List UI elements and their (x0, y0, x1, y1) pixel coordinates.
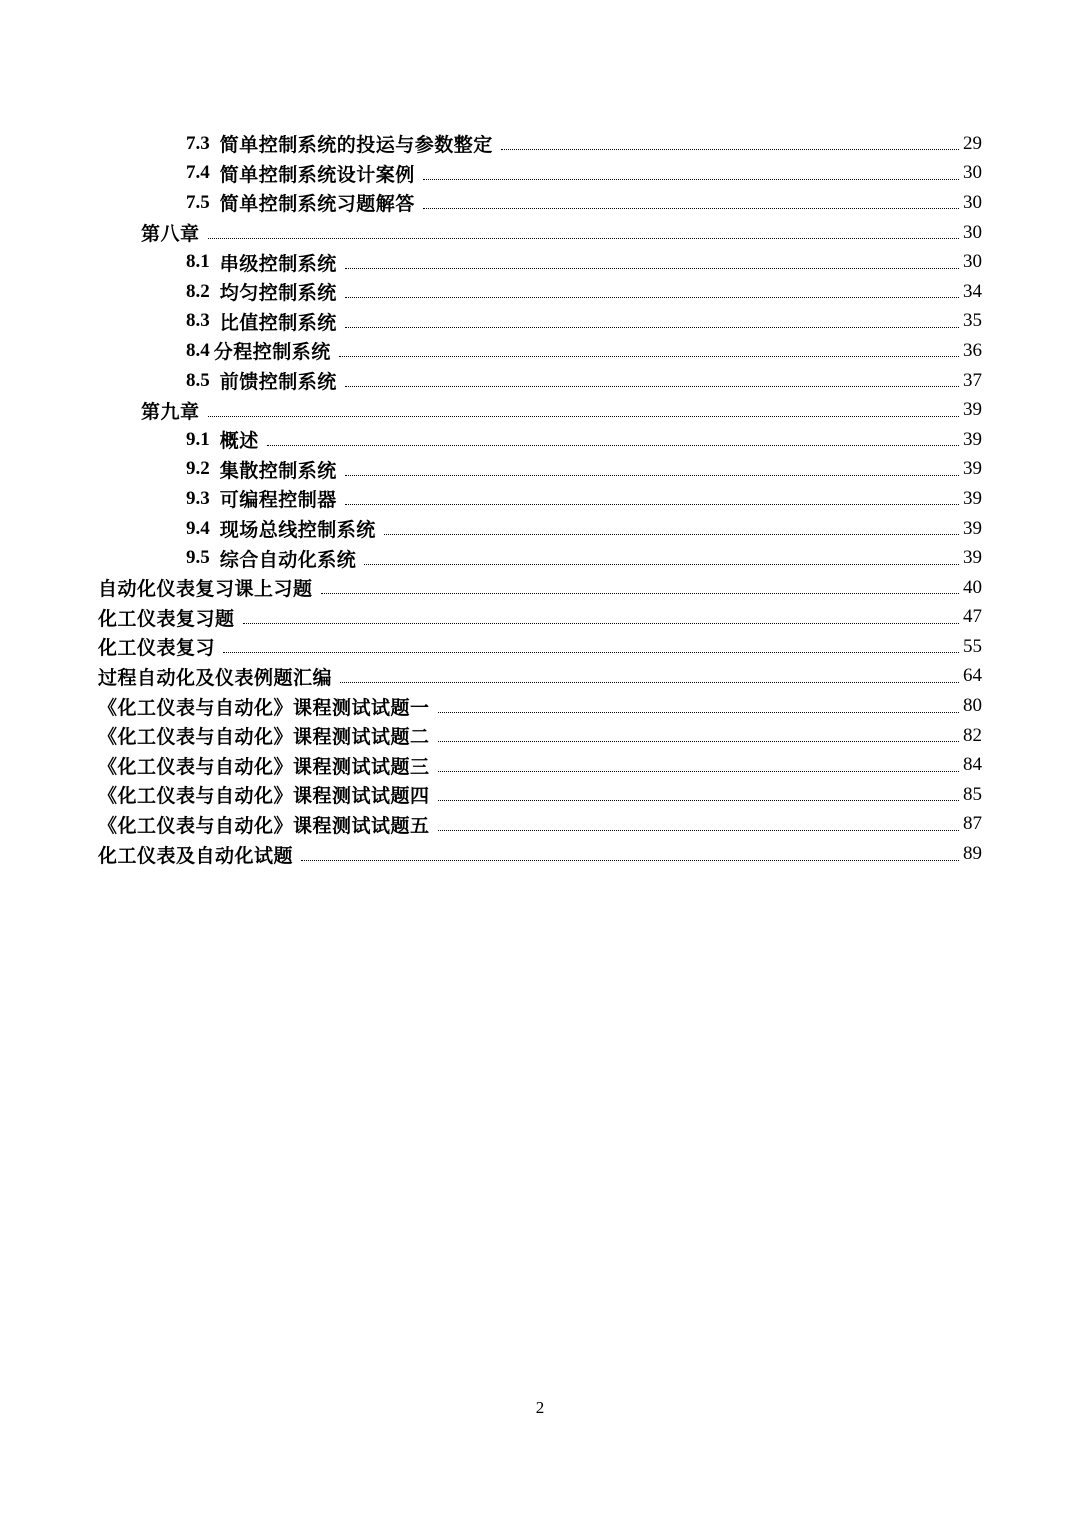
toc-dot-leader (423, 208, 959, 209)
toc-entry-title: 可编程控制器 (219, 489, 337, 512)
toc-entry-title: 简单控制系统设计案例 (219, 163, 415, 186)
toc-entry[interactable] (0, 188, 1080, 218)
toc-entry-title: 分程控制系统 (213, 341, 331, 364)
toc-dot-leader (345, 386, 959, 387)
toc-dot-leader (345, 475, 959, 476)
toc-section-entry[interactable] (0, 573, 1080, 603)
toc-section-entry[interactable] (0, 750, 1080, 780)
toc-entry-number: 8.1 (186, 251, 210, 273)
toc-entry-page: 30 (963, 221, 982, 243)
toc-dot-leader (438, 741, 959, 742)
toc-entry-page: 39 (963, 487, 982, 509)
toc-chapter-entry[interactable] (0, 395, 1080, 425)
toc-entry-page: 89 (963, 843, 982, 865)
toc-dot-leader (345, 504, 959, 505)
toc-entry-title: 简单控制系统的投运与参数整定 (219, 134, 493, 157)
toc-entry-page: 82 (963, 724, 982, 746)
toc-entry[interactable] (0, 159, 1080, 189)
toc-dot-leader (438, 830, 959, 831)
toc-entry[interactable] (0, 425, 1080, 455)
toc-entry-page: 39 (963, 428, 982, 450)
toc-entry-number: 9.2 (186, 458, 210, 480)
toc-entry-page: 39 (963, 517, 982, 539)
toc-dot-leader (208, 238, 959, 239)
toc-entry-page: 30 (963, 191, 982, 213)
toc-dot-leader (438, 771, 959, 772)
toc-entry-page: 55 (963, 635, 982, 657)
toc-entry[interactable] (0, 247, 1080, 277)
toc-entry-number: 7.5 (186, 191, 210, 213)
toc-entry-number: 8.3 (186, 310, 210, 332)
toc-entry[interactable] (0, 514, 1080, 544)
toc-entry-title: 第八章 (141, 223, 200, 246)
toc-entry-page: 80 (963, 695, 982, 717)
toc-section-entry[interactable] (0, 839, 1080, 869)
toc-dot-leader (501, 149, 959, 150)
table-of-contents (0, 129, 1080, 869)
toc-entry[interactable] (0, 277, 1080, 307)
toc-dot-leader (345, 268, 959, 269)
toc-entry-title: 集散控制系统 (219, 459, 337, 482)
toc-entry-title: 串级控制系统 (219, 252, 337, 275)
toc-entry-number: 8.5 (186, 369, 210, 391)
toc-entry-page: 35 (963, 310, 982, 332)
toc-entry[interactable] (0, 484, 1080, 514)
toc-entry-title: 自动化仪表复习课上习题 (98, 578, 313, 601)
toc-entry-title: 现场总线控制系统 (219, 519, 376, 542)
toc-entry-page: 39 (963, 547, 982, 569)
toc-section-entry[interactable] (0, 662, 1080, 692)
toc-entry-title: 《化工仪表与自动化》课程测试试题三 (98, 755, 430, 778)
toc-entry[interactable] (0, 455, 1080, 485)
toc-dot-leader (208, 416, 959, 417)
toc-entry-number: 9.3 (186, 487, 210, 509)
toc-dot-leader (438, 800, 959, 801)
toc-entry-title: 均匀控制系统 (219, 282, 337, 305)
toc-entry-page: 85 (963, 783, 982, 805)
toc-section-entry[interactable] (0, 721, 1080, 751)
toc-dot-leader (267, 445, 959, 446)
toc-entry-page: 39 (963, 399, 982, 421)
toc-entry-title: 综合自动化系统 (219, 548, 357, 571)
toc-chapter-entry[interactable] (0, 218, 1080, 248)
toc-entry-title: 过程自动化及仪表例题汇编 (98, 666, 333, 689)
toc-entry-page: 36 (963, 339, 982, 361)
toc-entry-title: 化工仪表复习 (98, 637, 216, 660)
toc-entry-title: 比值控制系统 (219, 311, 337, 334)
toc-entry[interactable] (0, 129, 1080, 159)
page-number: 2 (535, 1398, 545, 1417)
toc-entry-title: 简单控制系统习题解答 (219, 193, 415, 216)
toc-section-entry[interactable] (0, 632, 1080, 662)
toc-entry-title: 化工仪表及自动化试题 (98, 844, 294, 867)
toc-entry-page: 29 (963, 132, 982, 154)
toc-entry-title: 概述 (219, 430, 259, 453)
toc-dot-leader (345, 297, 959, 298)
toc-dot-leader (339, 356, 959, 357)
toc-entry-page: 30 (963, 162, 982, 184)
toc-entry[interactable] (0, 336, 1080, 366)
toc-entry-page: 64 (963, 665, 982, 687)
toc-entry[interactable] (0, 307, 1080, 337)
toc-dot-leader (340, 682, 959, 683)
toc-entry-title: 化工仪表复习题 (98, 607, 235, 630)
toc-entry-number: 9.4 (186, 517, 210, 539)
toc-entry-page: 40 (963, 576, 982, 598)
toc-entry-page: 34 (963, 280, 982, 302)
toc-dot-leader (345, 327, 959, 328)
toc-dot-leader (438, 712, 959, 713)
toc-entry-page: 84 (963, 754, 982, 776)
toc-dot-leader (364, 564, 959, 565)
toc-entry-title: 第九章 (141, 400, 200, 423)
toc-entry-page: 87 (963, 813, 982, 835)
toc-entry[interactable] (0, 543, 1080, 573)
toc-entry-number: 8.4 (186, 339, 210, 361)
toc-entry-page: 30 (963, 251, 982, 273)
toc-entry-number: 7.3 (186, 132, 210, 154)
toc-entry-number: 7.4 (186, 162, 210, 184)
toc-entry-title: 《化工仪表与自动化》课程测试试题四 (98, 785, 430, 808)
toc-entry-title: 《化工仪表与自动化》课程测试试题一 (98, 696, 430, 719)
toc-section-entry[interactable] (0, 780, 1080, 810)
toc-section-entry[interactable] (0, 810, 1080, 840)
toc-section-entry[interactable] (0, 691, 1080, 721)
toc-entry-number: 8.2 (186, 280, 210, 302)
toc-entry-page: 47 (963, 606, 982, 628)
toc-entry-title: 《化工仪表与自动化》课程测试试题五 (98, 814, 430, 837)
toc-section-entry[interactable] (0, 603, 1080, 633)
toc-entry[interactable] (0, 366, 1080, 396)
toc-entry-title: 《化工仪表与自动化》课程测试试题二 (98, 726, 430, 749)
toc-entry-title: 前馈控制系统 (219, 371, 337, 394)
toc-dot-leader (384, 534, 959, 535)
toc-entry-page: 37 (963, 369, 982, 391)
toc-dot-leader (423, 179, 959, 180)
toc-dot-leader (223, 652, 959, 653)
toc-entry-page: 39 (963, 458, 982, 480)
toc-dot-leader (243, 623, 959, 624)
toc-dot-leader (321, 593, 959, 594)
toc-entry-number: 9.1 (186, 428, 210, 450)
toc-dot-leader (301, 860, 959, 861)
toc-entry-number: 9.5 (186, 547, 210, 569)
